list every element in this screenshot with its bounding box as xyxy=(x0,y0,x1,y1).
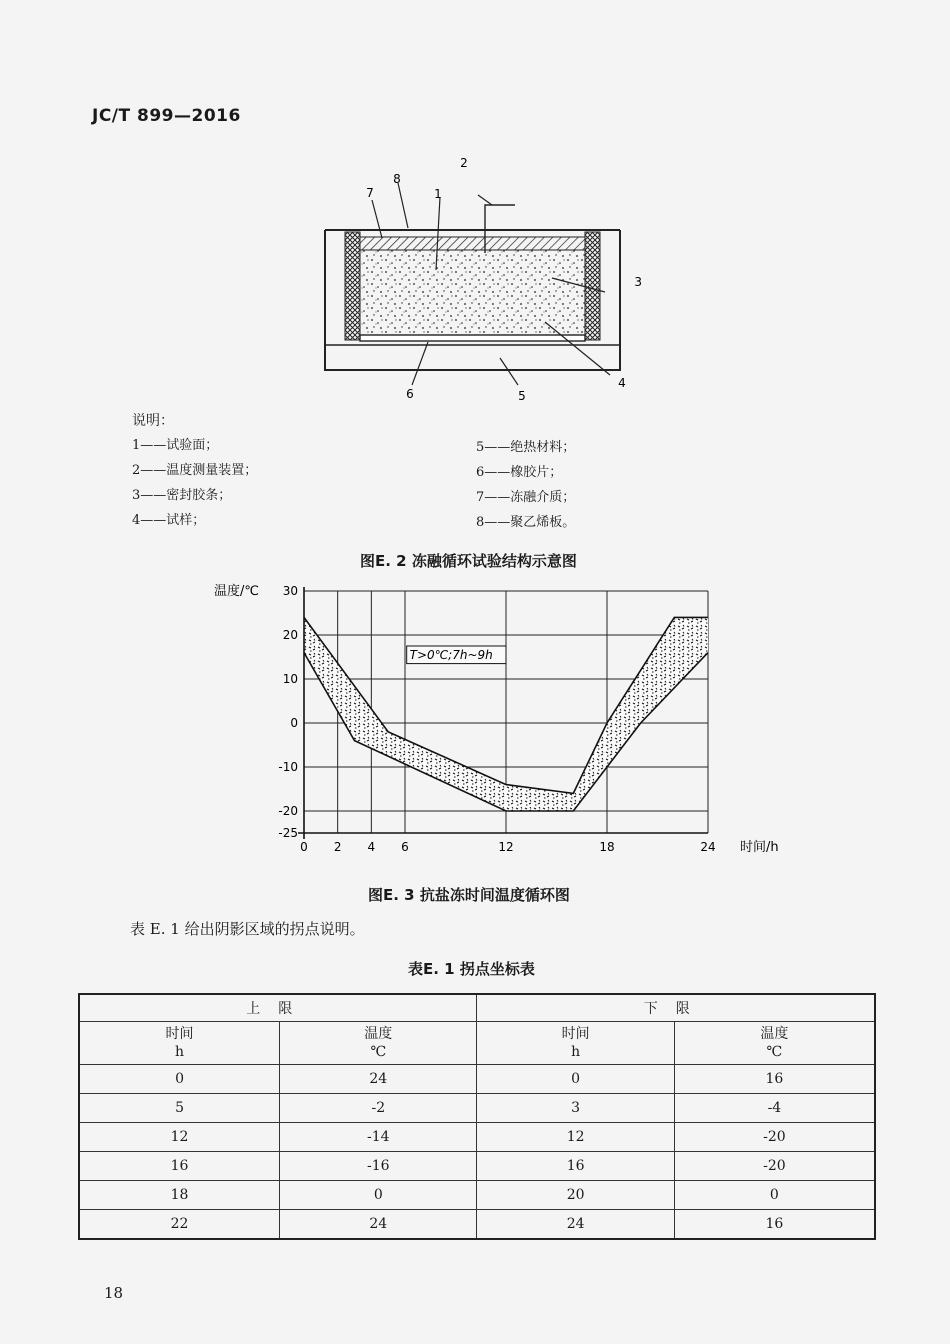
legend-left xyxy=(132,433,257,533)
y-tick-label: -10 xyxy=(278,760,298,774)
legend-item: 6——橡胶片； xyxy=(476,465,563,480)
group-lower: 下限 xyxy=(477,994,875,1022)
x-tick-label: 4 xyxy=(367,840,376,854)
x-tick-label: 6 xyxy=(401,840,409,854)
x-tick-label: 24 xyxy=(700,840,716,854)
header-lower-temp: 温度 ℃ xyxy=(674,1022,875,1065)
page-number: 18 xyxy=(104,1284,124,1302)
x-tick-label: 0 xyxy=(300,840,308,854)
table-row: 0 24 0 16 xyxy=(79,1065,875,1094)
x-tick-label: 2 xyxy=(333,840,342,854)
legend-item: 2——温度测量装置； xyxy=(132,463,258,478)
legend-item: 1——试验面； xyxy=(132,438,219,453)
x-tick-labels xyxy=(300,840,715,854)
legend-item: 4——试样； xyxy=(132,513,206,528)
table-row: 12 -14 12 -20 xyxy=(79,1123,875,1152)
figure-e3-caption: 图E. 3 抗盐冻时间温度循环图 xyxy=(368,886,570,904)
y-tick-labels xyxy=(278,584,298,840)
callout-7: 7 xyxy=(366,186,374,200)
x-tick-label: 12 xyxy=(498,840,514,854)
callout-6: 6 xyxy=(406,387,414,401)
figure-e2-caption: 图E. 2 冻融循环试验结构示意图 xyxy=(360,552,577,570)
callout-3: 3 xyxy=(634,275,642,289)
callout-4: 4 xyxy=(618,376,626,390)
y-tick-label: 20 xyxy=(282,628,298,642)
header-upper-temp: 温度 ℃ xyxy=(280,1022,477,1065)
legend-item: 7——冻融介质； xyxy=(476,490,576,505)
legend-title: 说明： xyxy=(132,413,174,429)
y-tick-label: -20 xyxy=(278,804,298,818)
callout-2: 2 xyxy=(460,156,468,170)
x-tick-label: 18 xyxy=(599,840,615,854)
header-lower-time: 时间 h xyxy=(477,1022,674,1065)
y-tick-label: 0 xyxy=(290,716,298,730)
inflection-point-table xyxy=(78,993,876,1240)
y-axis-label: 温度/℃ xyxy=(214,584,259,599)
header-upper-time: 时间 h xyxy=(79,1022,280,1065)
legend-item: 3——密封胶条； xyxy=(132,488,232,503)
standard-code: JC/T 899—2016 xyxy=(92,106,241,126)
callout-5: 5 xyxy=(518,389,526,403)
callout-1: 1 xyxy=(434,187,442,201)
y-tick-label: -25 xyxy=(278,826,298,840)
annotation-text: T>0℃;7h~9h xyxy=(409,648,493,662)
table-caption: 表E. 1 拐点坐标表 xyxy=(408,960,535,978)
legend-item: 8——聚乙烯板。 xyxy=(476,515,576,530)
y-tick-label: 10 xyxy=(282,672,298,686)
x-axis-label: 时间/h xyxy=(740,840,779,855)
intro-paragraph: 表 E. 1 给出阴影区域的拐点说明。 xyxy=(130,920,365,938)
table-row: 18 0 20 0 xyxy=(79,1181,875,1210)
y-tick-label: 30 xyxy=(282,584,298,598)
table-row: 16 -16 16 -20 xyxy=(79,1152,875,1181)
temperature-cycle-chart xyxy=(200,575,820,865)
freeze-thaw-structure-diagram xyxy=(300,150,640,405)
table-row: 5 -2 3 -4 xyxy=(79,1094,875,1123)
table-row: 22 24 24 16 xyxy=(79,1210,875,1240)
callout-8: 8 xyxy=(393,172,401,186)
legend-right xyxy=(476,435,575,535)
group-upper: 上限 xyxy=(79,994,477,1022)
legend-item: 5——绝热材料； xyxy=(476,440,576,455)
